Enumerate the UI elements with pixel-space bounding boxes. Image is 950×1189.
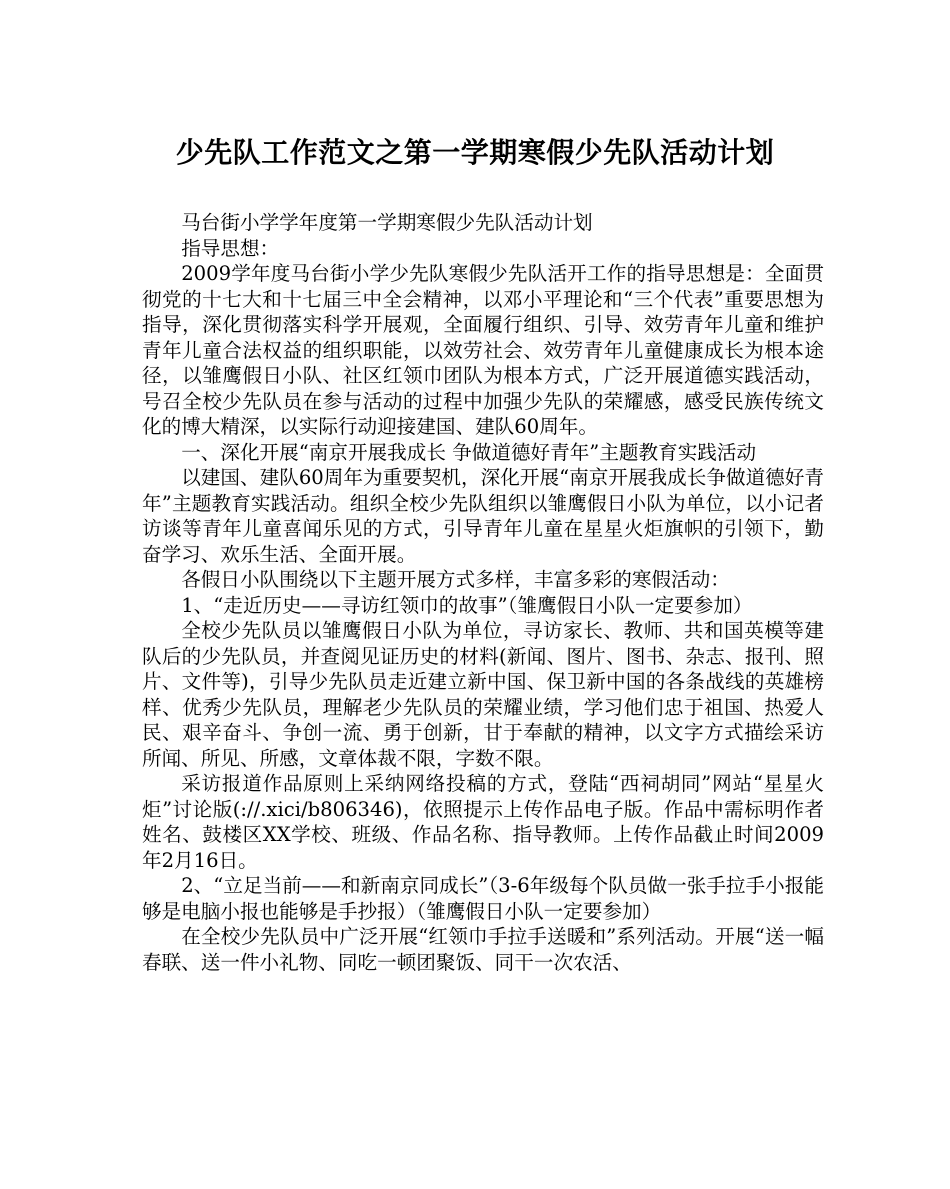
document-body bbox=[142, 210, 824, 975]
paragraph: 各假日小队围绕以下主题开展方式多样，丰富多彩的寒假活动： bbox=[181, 568, 730, 591]
paragraph: 以建国、建队60周年为重要契机，深化开展“南京开展我成长争做道德好青年”主题教育实践活动。组织全校少先队组织以雏鹰假日小队为单位，以小记者访谈等青年儿童喜闻乐见的方式，引导青年儿童在星星火炬旗帜的引领下，勤奋学习、欢乐生活、全面开展。 bbox=[142, 466, 824, 566]
paragraph-section-1-heading: 一、深化开展“南京开展我成长 争做道德好青年”主题教育实践活动 bbox=[181, 440, 757, 464]
document-title: 少先队工作范文之第一学期寒假少先队活动计划 bbox=[175, 136, 775, 169]
paragraph: 采访报道作品原则上采纳网络投稿的方式，登陆“西祠胡同”网站“星星火炬”讨论版(://.xici/b806346)，依照提示上传作品电子版。作品中需标明作者姓名、鼓楼区XX学校、班级、作品名称、指导教师。上传作品截止时间2009年2月16日。 bbox=[142, 772, 824, 872]
paragraph-guiding-text: 2009学年度马台街小学少先队寒假少先队活开工作的指导思想是：全面贯彻党的十七大和十七届三中全会精神，以邓小平理论和“三个代表”重要思想为指导，深化贯彻落实科学开展观，全面履行组织、引导、效劳青年儿童和维护青年儿童合法权益的组织职能，以效劳社会、效劳青年儿童健康成长为根本途径，以雏鹰假日小队、社区红领巾团队为根本方式，广泛开展道德实践活动，号召全校少先队员在参与活动的过程中加强少先队的荣耀感，感受民族传统文化的博大精深，以实际行动迎接建国、建队60周年。 bbox=[142, 262, 824, 438]
paragraph: 在全校少先队员中广泛开展“红领巾手拉手送暖和”系列活动。开展“送一幅春联、送一件小礼物、同吃一顿团聚饭、同干一次农活、 bbox=[142, 925, 824, 974]
paragraph: 全校少先队员以雏鹰假日小队为单位，寻访家长、教师、共和国英模等建队后的少先队员，并查阅见证历史的材料(新闻、图片、图书、杂志、报刊、照片、文件等)，引导少先队员走近建立新中国、保卫新中国的各条战线的英雄榜样、优秀少先队员，理解老少先队员的荣耀业绩，学习他们忠于祖国、热爱人民、艰辛奋斗、争创一流、勇于创新，甘于奉献的精神，以文字方式描绘采访所闻、所见、所感，文章体裁不限，字数不限。 bbox=[142, 619, 824, 770]
paragraph-item-1-heading: 1、“走近历史——寻访红领巾的故事”（雏鹰假日小队一定要参加） bbox=[181, 593, 753, 617]
paragraph-subtitle: 马台街小学学年度第一学期寒假少先队活动计划 bbox=[181, 211, 593, 234]
paragraph-item-2-heading: 2、“立足当前——和新南京同成长”（3-6年级每个队员做一张手拉手小报能够是电脑小报也能够是手抄报）（雏鹰假日小队一定要参加） bbox=[142, 874, 824, 923]
paragraph-guiding-heading: 指导思想： bbox=[181, 236, 280, 260]
